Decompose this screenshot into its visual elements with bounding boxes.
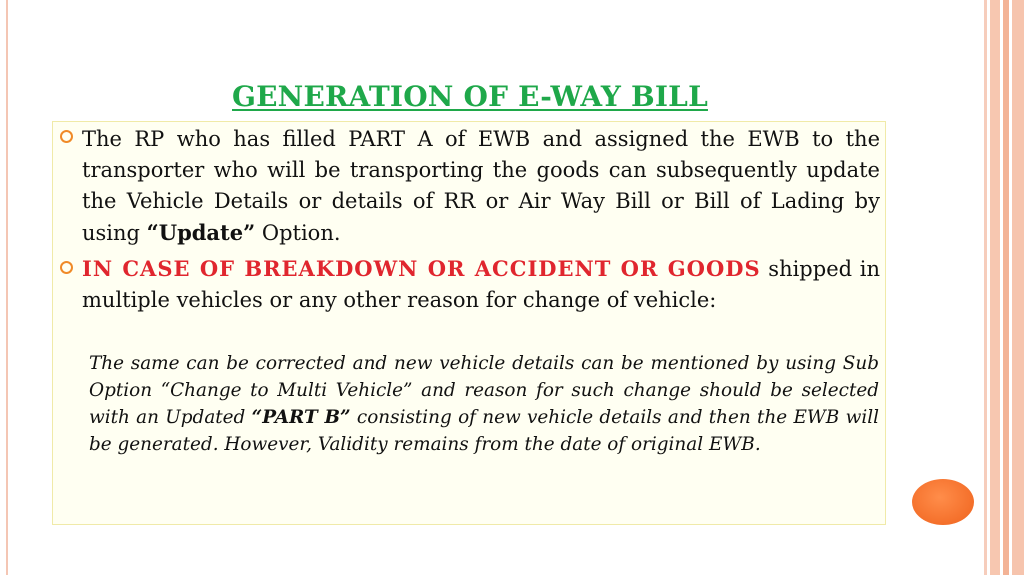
part-b-keyword: “PART B” [251, 407, 351, 428]
bullet-text-breakdown [82, 253, 880, 316]
right-decorative-band [1003, 0, 1009, 575]
sub-text-pre: The same can be corrected and new vehicle details can be mentioned by using Sub Option “Change to Multi Vehicle” and reason for such change should be selected with an Updated [89, 353, 879, 428]
right-decorative-band [1012, 0, 1024, 575]
slide-title-text: GENERATION OF E-WAY BILL [232, 80, 708, 113]
orange-orb-decoration [912, 479, 974, 525]
breakdown-text: shipped in multiple vehicles or any other reason for change of vehicle: [82, 257, 880, 312]
sub-text-post: consisting of new vehicle details and then the EWB will be generated. However, Validity remains from the date of original EWB. [89, 407, 879, 455]
sub-paragraph [89, 350, 879, 458]
update-keyword: “Update” [146, 220, 256, 245]
bullet-text-post: Option. [255, 221, 341, 245]
bullet-text-update [82, 124, 880, 249]
bullet-text-pre: The RP who has filled PART A of EWB and assigned the EWB to the transporter who will be transporting the goods can subsequently update the Vehicle Details or details of RR or Air Way Bill or Bill of Lading by using [82, 127, 880, 245]
right-decorative-band [984, 0, 987, 575]
bullet-icon [60, 261, 73, 274]
bullet-icon [60, 130, 73, 143]
right-decorative-band [990, 0, 1000, 575]
slide-title [0, 80, 940, 113]
breakdown-heading: IN CASE OF BREAKDOWN OR ACCIDENT OR GOODS [82, 256, 761, 281]
